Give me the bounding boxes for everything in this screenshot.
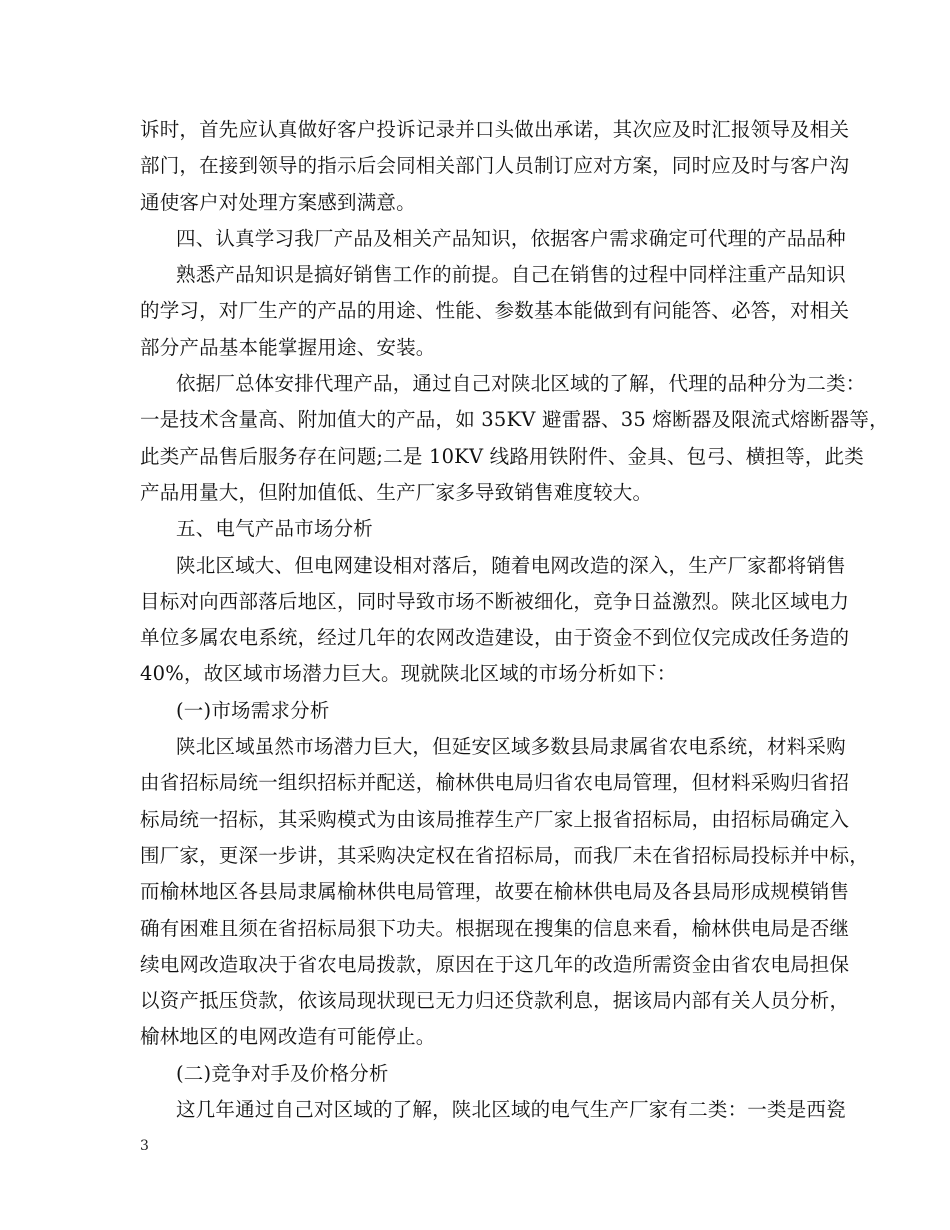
text-line: 四、认真学习我厂产品及相关产品知识，依据客户需求确定可代理的产品品种 xyxy=(176,226,846,250)
text-line: 40%，故区域市场潜力巨大。现就陕北区域的市场分析如下： xyxy=(140,662,677,686)
text-line: 这几年通过自己对区域的了解，陕北区域的电气生产厂家有二类：一类是西瓷 xyxy=(176,1098,846,1122)
text-line: 标局统一招标，其采购模式为由该局推荐生产厂家上报省招标局，由招标局确定入 xyxy=(140,807,850,831)
text-line: 此类产品售后服务存在问题;二是 10KV 线路用铁附件、金具、包弓、横担等，此类 xyxy=(140,444,864,468)
text-line: 由省招标局统一组织招标并配送，榆林供电局归省农电局管理，但材料采购归省招 xyxy=(140,771,850,795)
text-line: 的学习，对厂生产的产品的用途、性能、参数基本能做到有问能答、必答，对相关 xyxy=(140,299,850,323)
text-line: 部分产品基本能掌握用途、安装。 xyxy=(140,335,436,359)
text-line: 而榆林地区各县局隶属榆林供电局管理，故要在榆林供电局及各县局形成规模销售 xyxy=(140,880,850,904)
text-line: 五、电气产品市场分析 xyxy=(176,517,374,541)
text-line: 部门，在接到领导的指示后会同相关部门人员制订应对方案，同时应及时与客户沟 xyxy=(140,154,850,178)
text-line: 产品用量大，但附加值低、生产厂家多导致销售难度较大。 xyxy=(140,480,653,504)
text-line: 围厂家，更深一步讲，其采购决定权在省招标局，而我厂未在省招标局投标并中标， xyxy=(140,843,869,867)
text-line: 通使客户对处理方案感到满意。 xyxy=(140,190,416,214)
text-line: 续电网改造取决于省农电局拨款，原因在于这几年的改造所需资金由省农电局担保 xyxy=(140,952,850,976)
text-line: (一)市场需求分析 xyxy=(176,698,330,722)
body-text xyxy=(140,112,889,1128)
text-line: 陕北区域虽然市场潜力巨大，但延安区域多数县局隶属省农电系统，材料采购 xyxy=(176,735,846,759)
text-line: 单位多属农电系统，经过几年的农网改造建设，由于资金不到位仅完成改任务造的 xyxy=(140,626,850,650)
text-line: 榆林地区的电网改造有可能停止。 xyxy=(140,1025,436,1049)
text-line: 熟悉产品知识是搞好销售工作的前提。自己在销售的过程中同样注重产品知识 xyxy=(176,263,846,287)
page-number: 3 xyxy=(140,1138,149,1154)
text-line: 确有困难且须在省招标局狠下功夫。根据现在搜集的信息来看，榆林供电局是否继 xyxy=(140,916,850,940)
text-line: 陕北区域大、但电网建设相对落后，随着电网改造的深入，生产厂家都将销售 xyxy=(176,553,846,577)
text-line: 目标对向西部落后地区，同时导致市场不断被细化，竞争日益激烈。陕北区域电力 xyxy=(140,589,850,613)
text-line: 以资产抵压贷款，依该局现状现已无力归还贷款利息，据该局内部有关人员分析， xyxy=(140,989,850,1013)
text-line: 依据厂总体安排代理产品，通过自己对陕北区域的了解，代理的品种分为二类： xyxy=(176,372,866,396)
text-line: 一是技术含量高、附加值大的产品，如 35KV 避雷器、35 熔断器及限流式熔断器等， xyxy=(140,408,889,432)
text-line: (二)竞争对手及价格分析 xyxy=(176,1061,389,1085)
text-line: 诉时，首先应认真做好客户投诉记录并口头做出承诺，其次应及时汇报领导及相关 xyxy=(140,118,850,141)
